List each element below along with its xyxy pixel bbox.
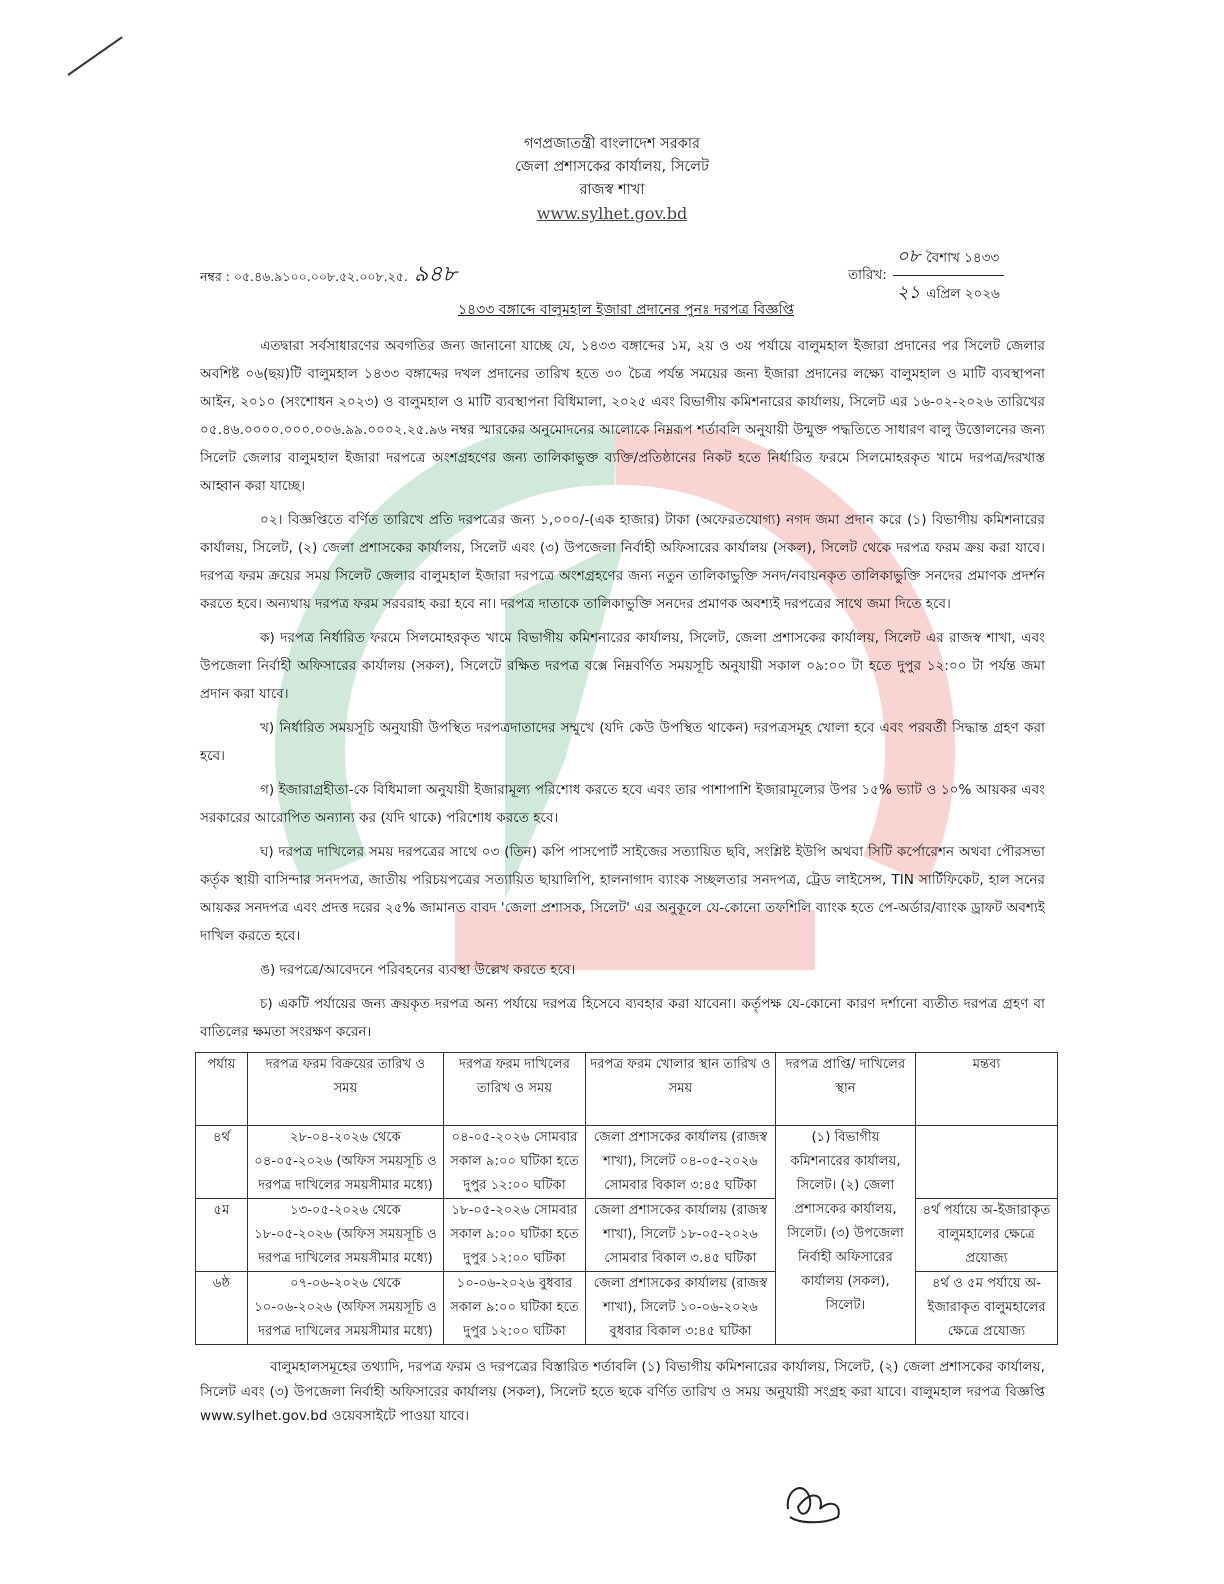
table-row [196, 1126, 1058, 1199]
office-name: জেলা প্রশাসকের কার্যালয়, সিলেট [515, 159, 709, 175]
phase-cell: ৬ষ্ঠ [196, 1272, 248, 1345]
remark-cell [916, 1126, 1058, 1199]
handwritten-memo-number: ৯৪৮ [413, 262, 457, 287]
memo-label: নম্বর : ০৫.৪৬.৯১০০.০০৮.৫২.০০৮.২৫. [200, 269, 408, 284]
column-header: দরপত্র ফরম খোলার স্থান তারিখ ও সময় [586, 1053, 776, 1126]
open-cell: জেলা প্রশাসকের কার্যালয় (রাজস্ব শাখা), সিলেট ০৪-০৫-২০২৬ সোমবার বিকাল ৩:৪৫ ঘটিকা [586, 1126, 776, 1199]
date-label: তারিখ: [848, 267, 887, 283]
sale-cell: ২৮-০৪-২০২৬ থেকে ০৪-০৫-২০২৬ (অফিস সময়সূচি ও দরপত্র দাখিলের সময়সীমার মধ্যে) [248, 1126, 444, 1199]
table-row [196, 1272, 1058, 1345]
paragraph-cha: চ) একটি পর্যায়ের জন্য ক্রয়কৃত দরপত্র অন্য পর্যায়ে দরপত্র হিসেবে ব্যবহার করা যাবেনা। কর্তৃপক্ষ যে-কোনো কারণ দর্শানো ব্যতীত দরপত্র গ্রহণ বা বাতিলের ক্ষমতা সংরক্ষণ করেন। [200, 996, 1045, 1040]
column-header: মন্তব্য [916, 1053, 1058, 1126]
notice-body [200, 332, 1045, 1046]
column-header: দরপত্র ফরম দাখিলের তারিখ ও সময় [444, 1053, 586, 1126]
paragraph-ka: ক) দরপত্র নির্ধারিত ফরমে সিলমোহরকৃত খামে বিভাগীয় কমিশনারের কার্যালয়, সিলেট, জেলা প্রশাসকের কার্যালয়, সিলেট এর রাজস্ব শাখা, এবং উপজেলা নির্বাহী অফিসারের কার্যালয় (সকল), সিলেটে রক্ষিত দরপত্র বক্সে নিম্নবর্ণিত সময়সূচি অনুযায়ী সকাল ০৯:০০ টা হতে দুপুর ১২:০০ টা পর্যন্ত জমা প্রদান করা যাবে। [200, 630, 1045, 702]
paragraph-intro: এতদ্বারা সর্বসাধারণের অবগতির জন্য জানানো যাচ্ছে যে, ১৪৩৩ বঙ্গাব্দের ১ম, ২য় ও ৩য় পর্যায়ে বালুমহাল ইজারা প্রদানের পর সিলেট জেলার অবশিষ্ট ০৬(ছয়)টি বালুমহাল ১৪৩৩ বঙ্গাব্দের দখল প্রদানের তারিখ হতে ৩০ চৈত্র পর্যন্ত সময়ের জন্য ইজারা প্রদানের লক্ষ্যে বালুমহাল ও মাটি ব্যবস্থাপনা আইন, ২০১০ (সংশোধন ২০২৩) ও বালুমহাল ও মাটি ব্যবস্থাপনা বিধিমালা, ২০২৫ এবং বিভাগীয় কমিশনারের কার্যালয়, সিলেট এর ১৬-০২-২০২৬ তারিখের ০৫.৪৬.০০০০.০০০.০০৬.৯৯.০০০২.২৫.৯৬ নম্বর স্মারকের অনুমোদনের আলোকে নিম্নরূপ শর্তাবলি অনুযায়ী উন্মুক্ত পদ্ধতিতে সাধারণ বালু উত্তোলনের জন্য সিলেট জেলার বালুমহাল ইজারা দরপত্রে অংশগ্রহণের জন্য তালিকাভুক্ত ব্যক্তি/প্রতিষ্ঠানের নিকট হতে নির্ধারিত ফরমে সিলমোহরকৃত খামে দরপত্র/দরখাস্ত আহ্বান করা যাচ্ছে। [200, 338, 1045, 494]
remark-cell: ৪র্থ পর্যায়ে অ-ইজারাকৃত বালুমহালের ক্ষেত্রে প্রযোজ্য [916, 1199, 1058, 1272]
column-header: দরপত্র ফরম বিক্রয়ের তারিখ ও সময় [248, 1053, 444, 1126]
phase-cell: ৫ম [196, 1199, 248, 1272]
submit-cell: ১৮-০৫-২০২৬ সোমবার সকাল ৯:০০ ঘটিকা হতে দুপুর ১২:০০ ঘটিকা [444, 1199, 586, 1272]
remark-cell: ৪র্থ ও ৫ম পর্যায়ে অ-ইজারাকৃত বালুমহালের ক্ষেত্রে প্রযোজ্য [916, 1272, 1058, 1345]
phase-cell: ৪র্থ [196, 1126, 248, 1199]
table-header-row [196, 1053, 1058, 1126]
scan-mark [67, 36, 122, 75]
paragraph-ga: গ) ইজারাগ্রহীতা-কে বিধিমালা অনুযায়ী ইজারামূল্য পরিশোধ করতে হবে এবং তার পাশাপাশি ইজারামূল্যের উপর ১৫% ভ্যাট ও ১০% আয়কর এবং সরকারের আরোপিত অন্যান্য কর (যদি থাকে) পরিশোধ করতে হবে। [200, 782, 1045, 826]
paragraph-kha: খ) নির্ধারিত সময়সূচি অনুযায়ী উপস্থিত দরপত্রদাতাদের সম্মুখে (যদি কেউ উপস্থিত থাকেন) দরপত্রসমূহ খোলা হবে এবং পরবর্তী সিদ্ধান্ত গ্রহণ করা হবে। [200, 720, 1045, 764]
place-cell: (১) বিভাগীয় কমিশনারের কার্যালয়, সিলেট। (২) জেলা প্রশাসকের কার্যালয়, সিলেট। (৩) উপজেলা নির্বাহী অফিসারের কার্যালয় (সকল), সিলেট। [776, 1126, 916, 1345]
bangla-month-year: বৈশাখ ১৪৩৩ [926, 250, 1000, 266]
column-header: দরপত্র প্রাপ্তি/ দাখিলের স্থান [776, 1053, 916, 1126]
branch-name: রাজস্ব শাখা [579, 182, 645, 198]
english-month-year: এপ্রিল ২০২৬ [926, 286, 1000, 302]
sale-cell: ০৭-০৬-২০২৬ থেকে ১০-০৬-২০২৬ (অফিস সময়সূচি ও দরপত্র দাখিলের সময়সীমার মধ্যে) [248, 1272, 444, 1345]
open-cell: জেলা প্রশাসকের কার্যালয় (রাজস্ব শাখা), সিলেট ১৮-০৫-২০২৬ সোমবার বিকাল ৩.৪৫ ঘটিকা [586, 1199, 776, 1272]
paragraph-02: ০২। বিজ্ঞপ্তিতে বর্ণিত তারিখে প্রতি দরপত্রের জন্য ১,০০০/-(এক হাজার) টাকা (অফেরতযোগ্য) নগদ জমা প্রদান করে (১) বিভাগীয় কমিশনারের কার্যালয়, সিলেট, (২) জেলা প্রশাসকের কার্যালয়, সিলেট এবং (৩) উপজেলা নির্বাহী অফিসারের কার্যালয় (সকল), সিলেট থেকে দরপত্র ফরম ক্রয় করা যাবে। দরপত্র ফরম ক্রয়ের সময় সিলেট জেলার বালুমহাল ইজারা দরপত্রে অংশগ্রহণের জন্য নতুন তালিকাভুক্তি সনদ/নবায়নকৃত তালিকাভুক্তি সনদের প্রমাণক প্রদর্শন করতে হবে। অন্যথায় দরপত্র ফরম সরবরাহ করা হবে না। দরপত্র দাতাকে তালিকাভুক্তি সনদের প্রমাণক অবশ্যই দরপত্রের সাথে জমা দিতে হবে। [200, 512, 1045, 612]
submit-cell: ১০-০৬-২০২৬ বুধবার সকাল ৯:০০ ঘটিকা হতে দুপুর ১২:০০ ঘটিকা [444, 1272, 586, 1345]
table-row [196, 1199, 1058, 1272]
notice-content [195, 0, 1057, 1569]
notice-title: ১৪৩৩ বঙ্গাব্দে বালুমহাল ইজারা প্রদানের পুনঃ দরপত্র বিজ্ঞপ্তি [457, 302, 795, 318]
website-link[interactable]: www.sylhet.gov.bd [536, 204, 688, 223]
sale-cell: ১৩-০৫-২০২৬ থেকে ১৮-০৫-২০২৬ (অফিস সময়সূচি ও দরপত্র দাখিলের সময়সীমার মধ্যে) [248, 1199, 444, 1272]
government-name: গণপ্রজাতন্ত্রী বাংলাদেশ সরকার [523, 136, 700, 152]
bangla-day: ০৮ [896, 246, 921, 267]
paragraph-gha: ঘ) দরপত্র দাখিলের সময় দরপত্রের সাথে ০৩ (তিন) কপি পাসপোর্ট সাইজের সত্যায়িত ছবি, সংশ্লিষ্ট ইউপি অথবা সিটি কর্পোরেশন অথবা পৌরসভা কর্তৃক স্থায়ী বাসিন্দার সনদপত্র, জাতীয় পরিচয়পত্রের সত্যায়িত ছায়ালিপি, হালনাগাদ ব্যাংক সচ্ছলতার সনদপত্র, ট্রেড লাইসেন্স, TIN সার্টিফিকেট, হাল সনের আয়কর সনদপত্র এবং প্রদত্ত দরের ২৫% জামানত বাবদ 'জেলা প্রশাসক, সিলেট' এর অনুকূলে যে-কোনো তফশিলি ব্যাংক হতে পে-অর্ডার/ব্যাংক ড্রাফট অবশ্যই দাখিল করতে হবে। [200, 844, 1045, 944]
column-header: পর্যায় [196, 1053, 248, 1126]
open-cell: জেলা প্রশাসকের কার্যালয় (রাজস্ব শাখা), সিলেট ১০-০৬-২০২৬ বুধবার বিকাল ৩:৪৫ ঘটিকা [586, 1272, 776, 1345]
submit-cell: ০৪-০৫-২০২৬ সোমবার সকাল ৯:০০ ঘটিকা হতে দুপুর ১২:০০ ঘটিকা [444, 1126, 586, 1199]
english-day: ২১ [896, 282, 921, 303]
footer-note: বালুমহালসমূহের তথ্যাদি, দরপত্র ফরম ও দরপত্রের বিস্তারিত শর্তাবলি (১) বিভাগীয় কমিশনারের কার্যালয়, সিলেট, (২) জেলা প্রশাসকের কার্যালয়, সিলেট এবং (৩) উপজেলা নির্বাহী অফিসারের কার্যালয় (সকল), সিলেট হতে ছকে বর্ণিত তারিখ ও সময় অনুযায়ী সংগ্রহ করা যাবে। বালুমহাল দরপত্র বিজ্ঞপ্তি www.sylhet.gov.bd ওয়েবসাইটে পাওয়া যাবে। [200, 1359, 1045, 1424]
schedule-table [195, 1052, 1058, 1345]
signature [780, 1469, 850, 1529]
paragraph-umo: ঙ) দরপত্রে/আবেদনে পরিবহনের ব্যবস্থা উল্লেখ করতে হবে। [260, 962, 576, 978]
